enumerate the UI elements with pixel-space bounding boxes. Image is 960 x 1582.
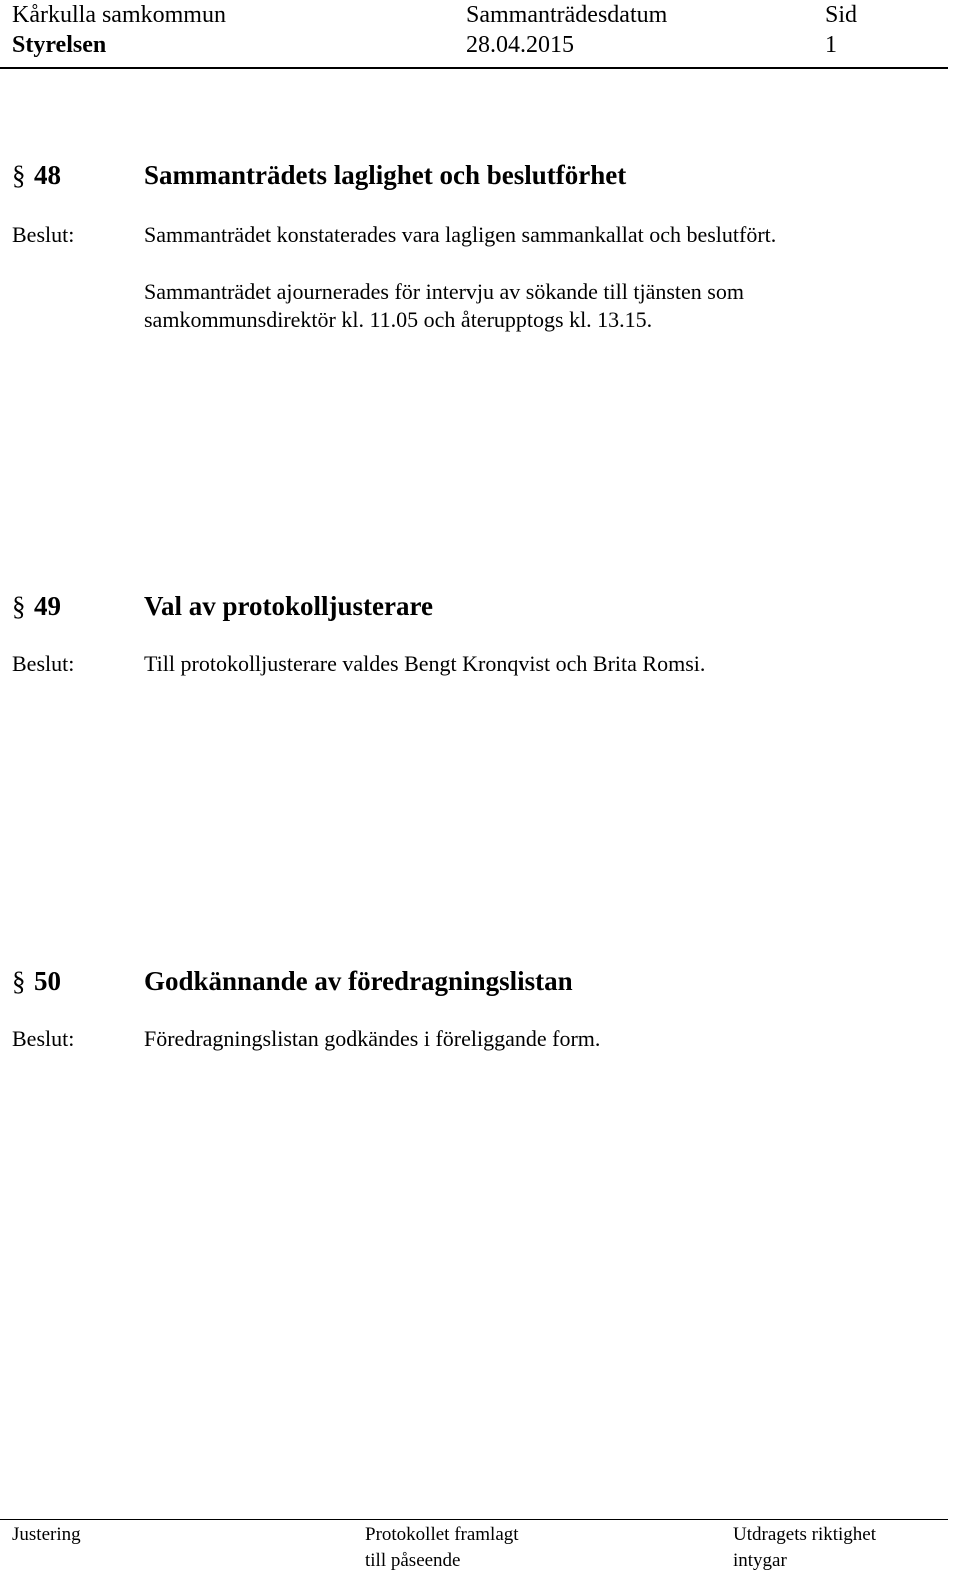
section-title: Val av protokolljusterare [144,591,433,621]
footer-justering: Justering [12,1524,81,1545]
decision-label: Beslut: [12,1026,75,1051]
paragraph-icon: § [12,591,26,621]
footer-rule [0,1519,948,1520]
section-number: 50 [34,966,61,996]
page-label: Sid [825,2,858,28]
header-rule [0,67,948,69]
decision-text: Föredragningslistan godkändes i föreliggande form. [144,1026,601,1051]
decision-text: Sammanträdet konstaterades vara lagligen sammankallat och beslutfört. [144,222,777,247]
footer-extract-accuracy: Utdragets riktighet [733,1524,876,1545]
organization-name: Kårkulla samkommun [12,2,226,28]
meeting-date-label: Sammanträdesdatum [466,2,668,28]
section-number: 49 [34,591,61,621]
section-title: Godkännande av föredragningslistan [144,966,573,996]
meeting-date-value: 28.04.2015 [466,32,574,58]
paragraph-icon: § [12,160,26,190]
body-name: Styrelsen [12,32,107,58]
page-number: 1 [825,32,837,58]
decision-text: Sammanträdet ajournerades för intervju av sökande till tjänsten som [144,279,744,304]
footer-protocol-posted: Protokollet framlagt [365,1524,519,1545]
decision-label: Beslut: [12,651,75,676]
footer-for-inspection: till påseende [365,1550,461,1571]
decision-label: Beslut: [12,222,75,247]
decision-text: Till protokolljusterare valdes Bengt Kronqvist och Brita Romsi. [144,651,706,676]
footer-certify: intygar [733,1550,787,1571]
paragraph-icon: § [12,966,26,996]
decision-text: samkommunsdirektör kl. 11.05 och återupptogs kl. 13.15. [144,307,653,332]
section-title: Sammanträdets laglighet och beslutförhet [144,160,627,190]
section-number: 48 [34,160,61,190]
